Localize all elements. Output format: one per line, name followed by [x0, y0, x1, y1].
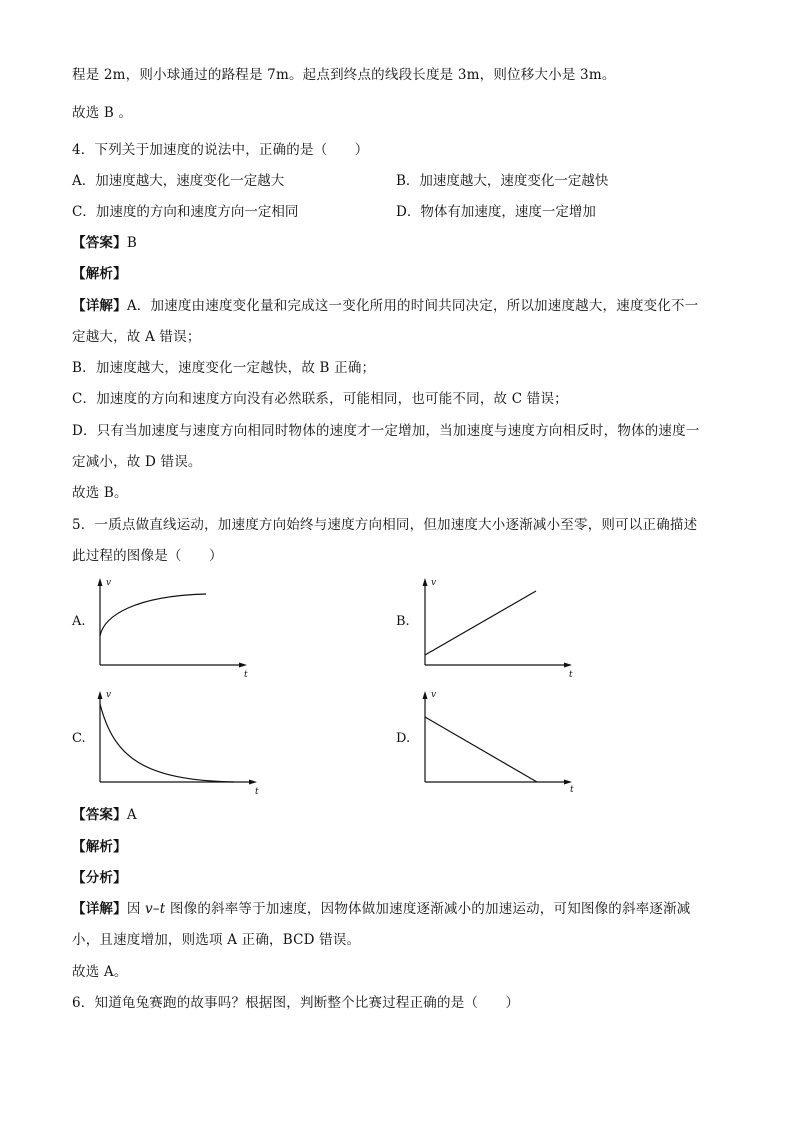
- graph-c-x-label: t: [255, 787, 259, 797]
- graph-c-label: C.: [72, 731, 86, 746]
- q4-detail-line: B．加速度越大，速度变化一定越快，故 B 正确；: [72, 360, 376, 376]
- detail-tag: 【详解】: [72, 298, 127, 314]
- question-5-stem: 此过程的图像是（ ）: [72, 548, 223, 564]
- graph-c-curve: [100, 704, 234, 782]
- answer-value: A: [126, 807, 137, 823]
- q4-detail-line: 定越大，故 A 错误；: [72, 329, 201, 345]
- graph-b-y-label: v: [431, 578, 437, 588]
- q5-answer: [72, 806, 137, 824]
- q4-detail-line: C．加速度的方向和速度方向没有必然联系，可能相同，也可能不同，故 C 错误；: [72, 391, 568, 407]
- graph-d-y-label: v: [431, 690, 437, 700]
- answer-value: B: [126, 235, 137, 251]
- q4-detail-line: D．只有当加速度与速度方向相同时物体的速度才一定增加，当加速度与速度方向相反时，物体的速度一: [72, 423, 700, 439]
- detail-text: A．加速度由速度变化量和完成这一变化所用的时间共同决定，所以加速度越大，速度变化不一: [126, 298, 699, 314]
- graph-b-label: B.: [396, 614, 410, 629]
- graph-b: [419, 576, 579, 680]
- q5-detail-line: 小，且速度增加，则选项 A 正确，BCD 错误。: [72, 932, 361, 948]
- q4-choose: 故选 B。: [72, 485, 128, 501]
- fenxi-tag: 【分析】: [72, 870, 127, 886]
- q5-choose: 故选 A。: [72, 964, 128, 980]
- graph-d: [419, 688, 579, 795]
- detail-text: 因: [126, 901, 146, 917]
- q5-analysis-heading: [72, 838, 127, 856]
- q4-option-d: D．物体有加速度，速度一定增加: [396, 204, 596, 220]
- analysis-tag: 【解析】: [72, 266, 127, 282]
- q4-option-c: C．加速度的方向和速度方向一定相同: [72, 204, 299, 220]
- graph-c-y-label: v: [106, 690, 112, 700]
- q4-answer: [72, 234, 137, 252]
- q4-detail-line: 定减小，故 D 错误。: [72, 454, 202, 470]
- detail-tag: 【详解】: [72, 901, 127, 917]
- vt-symbol: v–t: [145, 901, 166, 917]
- q4-option-b: B．加速度越大，速度变化一定越快: [396, 173, 609, 189]
- graph-d-line: [425, 717, 537, 782]
- answer-tag: 【答案】: [72, 235, 127, 251]
- graph-a-x-label: t: [244, 670, 248, 680]
- graph-b-x-label: t: [569, 670, 573, 680]
- q5-detail-line: [72, 900, 691, 918]
- question-5-stem: 5．一质点做直线运动，加速度方向始终与速度方向相同，但加速度大小逐渐减小至零，则可以正确描述: [72, 517, 698, 533]
- graph-c: [94, 688, 264, 797]
- graph-d-x-label: t: [570, 785, 574, 795]
- graph-a: [94, 576, 254, 680]
- graph-d-label: D.: [396, 731, 411, 746]
- question-4-stem: 4．下列关于加速度的说法中，正确的是（ ）: [72, 142, 369, 158]
- question-6-stem: 6．知道龟兔赛跑的故事吗？根据图，判断整个比赛过程正确的是（ ）: [72, 995, 520, 1011]
- answer-tag: 【答案】: [72, 807, 127, 823]
- q4-option-a: A．加速度越大，速度变化一定越大: [72, 173, 285, 189]
- detail-text: 图像的斜率等于加速度，因物体做加速度逐渐减小的加速运动，可知图像的斜率逐渐减: [165, 901, 691, 917]
- graph-a-curve: [100, 594, 206, 636]
- graph-a-label: A.: [72, 614, 86, 629]
- q4-analysis-heading: [72, 265, 127, 283]
- graph-b-line: [425, 591, 536, 655]
- analysis-tag: 【解析】: [72, 839, 127, 855]
- text-line: 程是 2m，则小球通过的路程是 7m。起点到终点的线段长度是 3m，则位移大小是 3m。: [72, 67, 616, 83]
- q5-fenxi-heading: [72, 869, 127, 887]
- text-line: 故选 B 。: [72, 105, 133, 121]
- graph-a-y-label: v: [106, 578, 112, 588]
- q4-detail-line: [72, 297, 698, 315]
